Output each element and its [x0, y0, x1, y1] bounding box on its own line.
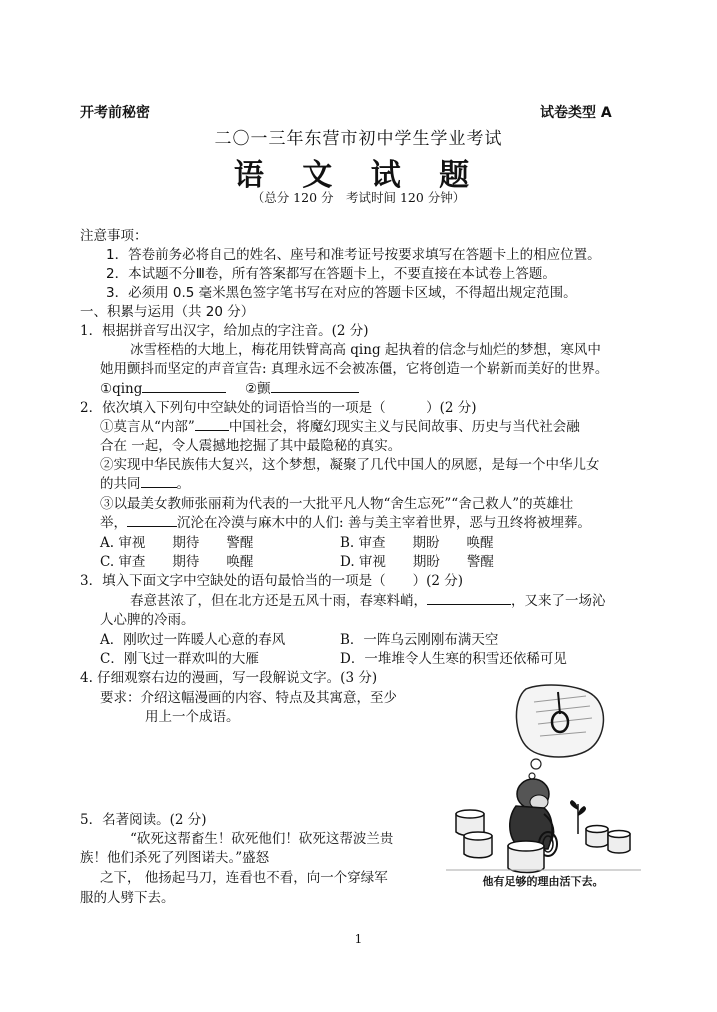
exam-title: 二〇一三年东营市初中学生学业考试: [214, 129, 503, 149]
option-d: D. 审视 期盼 警醒: [340, 554, 494, 570]
question-2-text-line: 举， 沉沦在冷漠与麻木中的人们: 善与美主宰着世界，恶与丑终将被埋葬。: [100, 515, 591, 531]
option-a: A. 审视 期待 警醒: [100, 535, 254, 551]
question-2-sentence-2: ②实现中华民族伟大复兴，这个梦想，凝聚了几代中国人的夙愿，是每一个中华儿女: [100, 457, 600, 473]
question-5-stem: 5．名著阅读。(2 分): [80, 812, 207, 828]
blank-1-line: [142, 380, 226, 393]
question-3-text-line: 春意甚浓了，但在北方还是五风十雨，春寒料峭， ，又来了一场沁: [130, 593, 606, 609]
cartoon-caption: 他有足够的理由活下去。: [482, 875, 604, 888]
subject-title: 语 文 试 题: [233, 158, 484, 193]
blank-2-line: [271, 380, 359, 393]
paper-type-label: 试卷类型 A: [540, 105, 612, 121]
blank-line: [427, 592, 511, 605]
blank-2-label: ②颤: [245, 381, 271, 397]
question-5-text-line: “砍死这帮畜生！砍死他们！砍死这帮波兰贵: [130, 831, 394, 847]
blank-line: [141, 475, 177, 488]
option-d: D．一堆堆令人生寒的积雪还依稀可见: [340, 651, 567, 667]
exam-info: （总分 120 分 考试时间 120 分钟）: [251, 190, 466, 205]
page-number: 1: [354, 932, 363, 946]
question-5-text-line: 之下， 他扬起马刀，连看也不看，向一个穿绿军: [100, 870, 388, 886]
question-3-text-line: 人心脾的冷雨。: [100, 612, 195, 628]
question-2-sentence-3: ③以最美女教师张丽莉为代表的一大批平凡人物“舍生忘死”“舍己救人”的英雄壮: [100, 496, 574, 512]
notice-item: 1．答卷前务必将自己的姓名、座号和准考证号按要求填写在答题卡上的相应位置。: [106, 247, 601, 263]
question-3-stem: 3．填入下面文字中空缺处的语句最恰当的一项是（ ）(2 分): [80, 573, 464, 589]
option-c: C. 审查 期待 唤醒: [100, 554, 254, 570]
question-5-text-line: 族！他们杀死了列图诺夫。”盛怒: [80, 850, 270, 866]
blank-line: [195, 418, 229, 431]
question-1-blanks: [100, 377, 359, 397]
question-2-sentence-1: ①莫言从“内部” 中国社会，将魔幻现实主义与民间故事、历史与当代社会融: [100, 419, 580, 435]
question-2-text-line: 的共同 。: [100, 476, 190, 492]
cartoon-illustration: [436, 684, 651, 890]
question-5-text-line: 服的人劈下去。: [80, 890, 175, 906]
question-1-text-line: 冰雪桎梏的大地上，梅花用铁臂高高 qing 起执着的信念与灿烂的梦想，寒风中: [130, 342, 601, 358]
question-4-requirement: 用上一个成语。: [145, 709, 240, 725]
blank-line: [127, 514, 177, 527]
blank-1-label: ①qing: [100, 381, 143, 397]
notice-item: 3．必须用 0.5 毫米黑色签字笔书写在对应的答题卡区域，不得超出规定范围。: [106, 285, 577, 301]
question-4-requirement: 要求：介绍这幅漫画的内容、特点及其寓意，至少: [100, 690, 397, 706]
option-b: B．一阵乌云刚刚布满天空: [340, 632, 499, 648]
section-title: 一、积累与运用（共 20 分）: [80, 304, 255, 320]
cartoon-drawing: [436, 684, 651, 890]
option-b: B. 审查 期盼 唤醒: [340, 535, 494, 551]
question-2-text-line: 合在 一起，令人震撼地挖掘了其中最隐秘的真实。: [100, 438, 402, 454]
notice-item: 2．本试题不分Ⅲ卷，所有答案都写在答题卡上，不要直接在本试卷上答题。: [106, 266, 556, 282]
secret-label: 开考前秘密: [80, 105, 150, 121]
question-1-stem: 1．根据拼音写出汉字，给加点的字注音。(2 分): [80, 323, 369, 339]
notice-title: 注意事项：: [80, 228, 148, 244]
option-c: C．刚飞过一群欢叫的大雁: [100, 651, 259, 667]
option-a: A．刚吹过一阵暖人心意的春风: [100, 632, 286, 648]
question-4-stem: 4. 仔细观察右边的漫画，写一段解说文字。(3 分): [80, 670, 378, 686]
question-2-stem: 2．依次填入下列句中空缺处的词语恰当的一项是（ ）(2 分): [80, 400, 477, 416]
question-1-text-line: 她用颤抖而坚定的声音宣告: 真理永远不会被冻僵，它将创造一个崭新而美好的世界。: [100, 361, 609, 377]
